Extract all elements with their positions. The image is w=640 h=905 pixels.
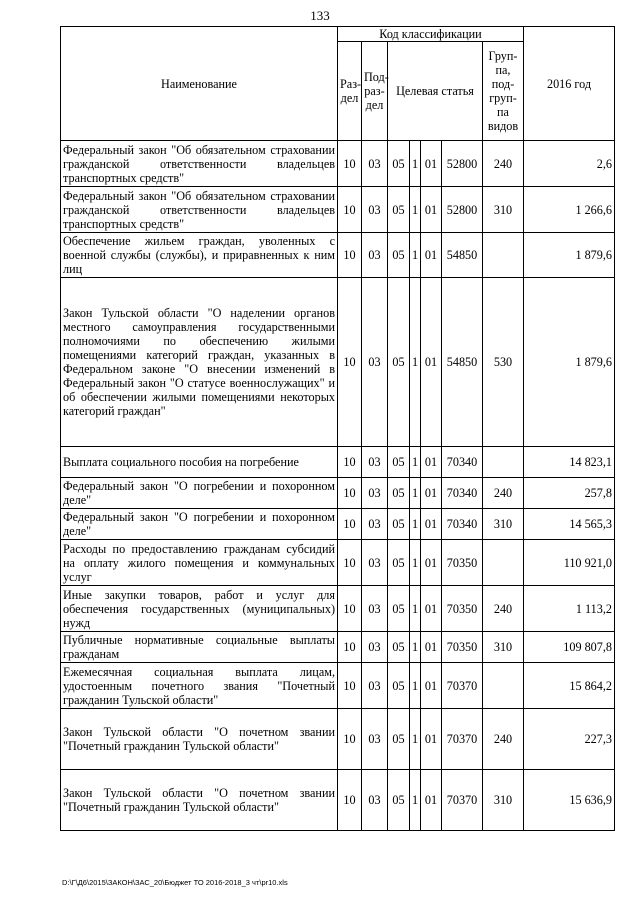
header-target: Целевая статья	[388, 42, 483, 141]
target-part1-cell: 05	[388, 141, 410, 187]
item-name-cell: Ежемесячная социальная выплата лицам, удостоенным почетного звания "Почетный гражданин Тульской области"	[61, 663, 338, 709]
target-part4-cell: 70340	[442, 447, 483, 478]
amount-cell: 1 266,6	[524, 187, 615, 233]
amount-cell: 109 807,8	[524, 632, 615, 663]
razdel-cell: 10	[338, 233, 362, 278]
podrazdel-cell: 03	[362, 233, 388, 278]
amount-cell: 257,8	[524, 478, 615, 509]
table-row	[61, 540, 615, 586]
razdel-cell: 10	[338, 278, 362, 447]
target-part1-cell: 05	[388, 709, 410, 770]
podrazdel-cell: 03	[362, 586, 388, 632]
target-part4-cell: 70350	[442, 632, 483, 663]
table-row	[61, 709, 615, 770]
target-part4-cell: 70370	[442, 770, 483, 831]
razdel-cell: 10	[338, 709, 362, 770]
expense-type-cell: 310	[483, 187, 524, 233]
expense-type-cell: 310	[483, 632, 524, 663]
target-part3-cell: 01	[421, 278, 442, 447]
table-row	[61, 586, 615, 632]
expense-type-cell: 240	[483, 709, 524, 770]
table-row	[61, 141, 615, 187]
target-part3-cell: 01	[421, 141, 442, 187]
podrazdel-cell: 03	[362, 141, 388, 187]
target-part4-cell: 54850	[442, 278, 483, 447]
table-row	[61, 770, 615, 831]
table-row	[61, 663, 615, 709]
target-part4-cell: 70340	[442, 509, 483, 540]
target-part3-cell: 01	[421, 233, 442, 278]
target-part4-cell: 70340	[442, 478, 483, 509]
budget-table	[60, 26, 615, 831]
table-row	[61, 509, 615, 540]
podrazdel-cell: 03	[362, 478, 388, 509]
item-name-cell: Закон Тульской области "О почетном звании "Почетный гражданин Тульской области"	[61, 709, 338, 770]
target-part1-cell: 05	[388, 632, 410, 663]
podrazdel-cell: 03	[362, 278, 388, 447]
target-part1-cell: 05	[388, 233, 410, 278]
amount-cell: 1 879,6	[524, 233, 615, 278]
target-part4-cell: 54850	[442, 233, 483, 278]
target-part2-cell: 1	[410, 586, 421, 632]
podrazdel-cell: 03	[362, 709, 388, 770]
target-part2-cell: 1	[410, 663, 421, 709]
target-part3-cell: 01	[421, 447, 442, 478]
table-body	[61, 141, 615, 831]
podrazdel-cell: 03	[362, 509, 388, 540]
podrazdel-cell: 03	[362, 447, 388, 478]
target-part2-cell: 1	[410, 233, 421, 278]
expense-type-cell	[483, 447, 524, 478]
item-name-cell: Выплата социального пособия на погребение	[61, 447, 338, 478]
header-subsection: Под-раз-дел	[362, 42, 388, 141]
razdel-cell: 10	[338, 586, 362, 632]
page-number: 133	[310, 8, 330, 23]
target-part3-cell: 01	[421, 770, 442, 831]
razdel-cell: 10	[338, 663, 362, 709]
expense-type-cell	[483, 233, 524, 278]
razdel-cell: 10	[338, 447, 362, 478]
target-part3-cell: 01	[421, 586, 442, 632]
table-row	[61, 632, 615, 663]
amount-cell: 15 636,9	[524, 770, 615, 831]
target-part1-cell: 05	[388, 447, 410, 478]
expense-type-cell	[483, 540, 524, 586]
razdel-cell: 10	[338, 141, 362, 187]
target-part2-cell: 1	[410, 478, 421, 509]
target-part4-cell: 70370	[442, 709, 483, 770]
target-part2-cell: 1	[410, 447, 421, 478]
footer-file-path: D:\Г\Д6\2015\ЗАКОН\ЗАС_20\Бюджет ТО 2016-2018_3 чт\pr10.xls	[62, 878, 288, 887]
target-part1-cell: 05	[388, 509, 410, 540]
item-name-cell: Иные закупки товаров, работ и услуг для обеспечения государственных (муниципальных) нужд	[61, 586, 338, 632]
target-part2-cell: 1	[410, 187, 421, 233]
razdel-cell: 10	[338, 187, 362, 233]
item-name-cell: Обеспечение жильем граждан, уволенных с военной службы (службы), и приравненных к ним лиц	[61, 233, 338, 278]
header-section: Раз-дел	[338, 42, 362, 141]
item-name-cell: Расходы по предоставлению гражданам субсидий на оплату жилого помещения и коммунальных услуг	[61, 540, 338, 586]
amount-cell: 227,3	[524, 709, 615, 770]
podrazdel-cell: 03	[362, 632, 388, 663]
target-part2-cell: 1	[410, 632, 421, 663]
expense-type-cell: 240	[483, 478, 524, 509]
target-part3-cell: 01	[421, 509, 442, 540]
target-part1-cell: 05	[388, 770, 410, 831]
target-part2-cell: 1	[410, 141, 421, 187]
item-name-cell: Федеральный закон "Об обязательном страховании гражданской ответственности владельцев транспортных средств"	[61, 141, 338, 187]
target-part3-cell: 01	[421, 187, 442, 233]
item-name-cell: Федеральный закон "Об обязательном страховании гражданской ответственности владельцев транспортных средств"	[61, 187, 338, 233]
target-part4-cell: 70350	[442, 540, 483, 586]
expense-type-cell: 240	[483, 586, 524, 632]
amount-cell: 14 823,1	[524, 447, 615, 478]
header-group: Груп-па, под-груп-па видов	[483, 42, 524, 141]
target-part1-cell: 05	[388, 540, 410, 586]
target-part3-cell: 01	[421, 632, 442, 663]
podrazdel-cell: 03	[362, 540, 388, 586]
expense-type-cell: 530	[483, 278, 524, 447]
podrazdel-cell: 03	[362, 663, 388, 709]
target-part3-cell: 01	[421, 478, 442, 509]
amount-cell: 110 921,0	[524, 540, 615, 586]
table-row	[61, 278, 615, 447]
target-part1-cell: 05	[388, 478, 410, 509]
item-name-cell: Федеральный закон "О погребении и похоронном деле"	[61, 478, 338, 509]
table-row	[61, 233, 615, 278]
target-part1-cell: 05	[388, 663, 410, 709]
target-part2-cell: 1	[410, 770, 421, 831]
table-row	[61, 187, 615, 233]
amount-cell: 2,6	[524, 141, 615, 187]
header-name: Наименование	[61, 27, 338, 141]
target-part1-cell: 05	[388, 586, 410, 632]
item-name-cell: Публичные нормативные социальные выплаты гражданам	[61, 632, 338, 663]
target-part2-cell: 1	[410, 709, 421, 770]
target-part3-cell: 01	[421, 709, 442, 770]
target-part2-cell: 1	[410, 278, 421, 447]
target-part1-cell: 05	[388, 187, 410, 233]
podrazdel-cell: 03	[362, 770, 388, 831]
expense-type-cell: 240	[483, 141, 524, 187]
amount-cell: 15 864,2	[524, 663, 615, 709]
razdel-cell: 10	[338, 478, 362, 509]
target-part2-cell: 1	[410, 509, 421, 540]
target-part2-cell: 1	[410, 540, 421, 586]
target-part4-cell: 52800	[442, 141, 483, 187]
target-part1-cell: 05	[388, 278, 410, 447]
target-part3-cell: 01	[421, 540, 442, 586]
expense-type-cell: 310	[483, 770, 524, 831]
header-year: 2016 год	[524, 27, 615, 141]
razdel-cell: 10	[338, 509, 362, 540]
razdel-cell: 10	[338, 540, 362, 586]
item-name-cell: Закон Тульской области "О наделении органов местного самоуправления государственными полномочиями по обеспечению жилыми помещениями категорий граждан, указанных в Федеральном законе "О внесении изменений в Федеральный закон "О статусе военнослужащих" и об обеспечении жилыми помещениями некоторых категорий граждан"	[61, 278, 338, 447]
header-classification: Код классификации	[338, 27, 524, 42]
table-row	[61, 447, 615, 478]
item-name-cell: Федеральный закон "О погребении и похоронном деле"	[61, 509, 338, 540]
amount-cell: 1 879,6	[524, 278, 615, 447]
table-row	[61, 478, 615, 509]
item-name-cell: Закон Тульской области "О почетном звании "Почетный гражданин Тульской области"	[61, 770, 338, 831]
amount-cell: 14 565,3	[524, 509, 615, 540]
target-part3-cell: 01	[421, 663, 442, 709]
target-part4-cell: 70370	[442, 663, 483, 709]
razdel-cell: 10	[338, 770, 362, 831]
amount-cell: 1 113,2	[524, 586, 615, 632]
razdel-cell: 10	[338, 632, 362, 663]
expense-type-cell: 310	[483, 509, 524, 540]
target-part4-cell: 52800	[442, 187, 483, 233]
target-part4-cell: 70350	[442, 586, 483, 632]
expense-type-cell	[483, 663, 524, 709]
podrazdel-cell: 03	[362, 187, 388, 233]
